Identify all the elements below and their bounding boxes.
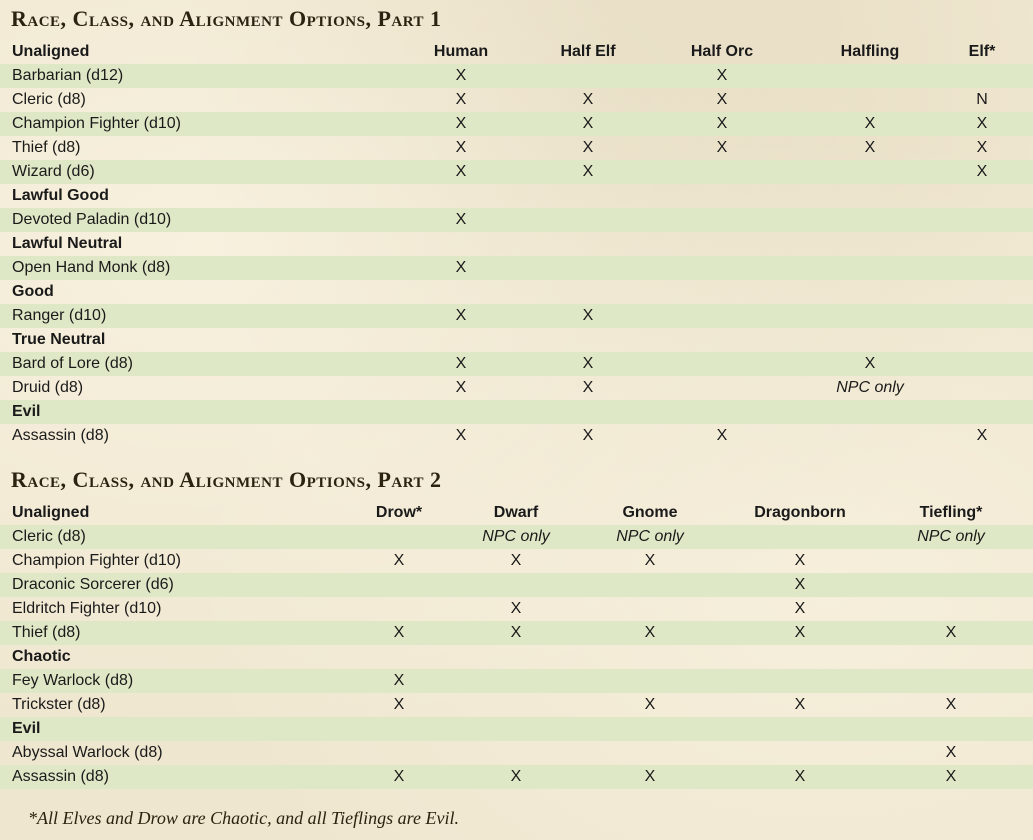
- row-label: Champion Fighter (d10): [12, 115, 181, 132]
- table-row: [0, 669, 1033, 693]
- column-header: Tiefling*: [919, 504, 983, 521]
- table-cell: X: [794, 624, 806, 641]
- table-cell: X: [644, 696, 656, 713]
- group-row: [0, 400, 1033, 424]
- table-cell: X: [945, 744, 957, 761]
- table-row: [0, 352, 1033, 376]
- row-label: Thief (d8): [12, 624, 81, 641]
- table-cell: X: [393, 768, 405, 785]
- table-row: [0, 376, 1033, 400]
- row-label: Open Hand Monk (d8): [12, 259, 171, 276]
- table-cell: X: [510, 600, 522, 617]
- table-cell: X: [582, 355, 594, 372]
- table-cell: X: [582, 115, 594, 132]
- table-cell: X: [794, 576, 806, 593]
- table-cell: X: [510, 624, 522, 641]
- table-row: [0, 693, 1033, 717]
- row-label: Devoted Paladin (d10): [12, 211, 172, 228]
- table-cell: X: [582, 307, 594, 324]
- table-cell: X: [864, 139, 876, 156]
- table-row: [0, 765, 1033, 789]
- table-cell: X: [794, 552, 806, 569]
- table-cell: X: [945, 624, 957, 641]
- table-cell: X: [393, 624, 405, 641]
- column-header: Drow*: [375, 504, 423, 521]
- section-title: Race, Class, and Alignment Options, Part 2: [11, 467, 442, 492]
- row-label: Assassin (d8): [12, 427, 109, 444]
- row-label: Champion Fighter (d10): [12, 552, 181, 569]
- group-row: [0, 184, 1033, 208]
- table-cell: N: [976, 91, 988, 108]
- table-row: [0, 525, 1033, 549]
- table-cell: X: [393, 696, 405, 713]
- group-label: True Neutral: [12, 331, 106, 348]
- table-row: [0, 112, 1033, 136]
- table-cell: X: [455, 139, 467, 156]
- table-cell: X: [455, 379, 467, 396]
- table-cell: X: [716, 67, 728, 84]
- table-row: [0, 160, 1033, 184]
- options-table: [0, 40, 1033, 448]
- table-cell: NPC only: [836, 379, 904, 396]
- footnote: *All Elves and Drow are Chaotic, and all Tieflings are Evil.: [28, 808, 459, 828]
- table-cell: X: [976, 427, 988, 444]
- table-row: [0, 621, 1033, 645]
- group-row: [0, 280, 1033, 304]
- table-row: [0, 741, 1033, 765]
- table-cell: X: [510, 768, 522, 785]
- table-cell: X: [976, 115, 988, 132]
- table-cell: X: [582, 379, 594, 396]
- group-row: [0, 717, 1033, 741]
- table-row: [0, 549, 1033, 573]
- column-header: Gnome: [622, 504, 678, 521]
- table-row: [0, 64, 1033, 88]
- table-cell: X: [716, 427, 728, 444]
- table-cell: X: [455, 259, 467, 276]
- column-header: Dwarf: [493, 504, 539, 521]
- table-cell: X: [455, 211, 467, 228]
- column-header: Half Orc: [690, 43, 754, 60]
- table-cell: X: [644, 552, 656, 569]
- row-label: Druid (d8): [12, 379, 84, 396]
- row-label: Draconic Sorcerer (d6): [12, 576, 174, 593]
- group-row: [0, 328, 1033, 352]
- row-label: Cleric (d8): [12, 528, 86, 545]
- section-title: Race, Class, and Alignment Options, Part 1: [11, 6, 442, 31]
- table-row: [0, 424, 1033, 448]
- column-header: Halfling: [840, 43, 900, 60]
- table-cell: X: [510, 552, 522, 569]
- group-label: Evil: [12, 720, 41, 737]
- table-row: [0, 304, 1033, 328]
- table-cell: X: [716, 91, 728, 108]
- table-cell: X: [455, 91, 467, 108]
- table-header-row: [0, 40, 1033, 64]
- group-label: Lawful Neutral: [12, 235, 123, 252]
- table-cell: X: [716, 115, 728, 132]
- table-cell: X: [644, 624, 656, 641]
- row-label: Ranger (d10): [12, 307, 107, 324]
- group-label: Evil: [12, 403, 41, 420]
- table-cell: X: [794, 600, 806, 617]
- group-header: Unaligned: [12, 504, 90, 521]
- group-row: [0, 232, 1033, 256]
- table-cell: X: [582, 427, 594, 444]
- row-label: Fey Warlock (d8): [12, 672, 134, 689]
- row-label: Abyssal Warlock (d8): [12, 744, 163, 761]
- table-row: [0, 597, 1033, 621]
- table-row: [0, 136, 1033, 160]
- table-cell: X: [455, 427, 467, 444]
- table-cell: X: [945, 768, 957, 785]
- group-header: Unaligned: [12, 43, 90, 60]
- group-label: Good: [12, 283, 54, 300]
- table-cell: X: [794, 768, 806, 785]
- group-row: [0, 645, 1033, 669]
- group-label: Chaotic: [12, 648, 71, 665]
- row-label: Trickster (d8): [12, 696, 106, 713]
- table-cell: X: [864, 355, 876, 372]
- row-label: Wizard (d6): [12, 163, 95, 180]
- table-cell: X: [716, 139, 728, 156]
- column-header: Elf*: [968, 43, 996, 60]
- row-label: Bard of Lore (d8): [12, 355, 133, 372]
- row-label: Eldritch Fighter (d10): [12, 600, 162, 617]
- table-header-row: [0, 501, 1033, 525]
- column-header: Half Elf: [560, 43, 616, 60]
- table-cell: X: [945, 696, 957, 713]
- table-cell: X: [455, 115, 467, 132]
- table-cell: X: [455, 67, 467, 84]
- table-cell: NPC only: [482, 528, 550, 545]
- table-cell: X: [794, 696, 806, 713]
- column-header: Human: [433, 43, 489, 60]
- table-cell: X: [393, 552, 405, 569]
- table-cell: NPC only: [616, 528, 684, 545]
- row-label: Assassin (d8): [12, 768, 109, 785]
- table-cell: X: [644, 768, 656, 785]
- table-row: [0, 208, 1033, 232]
- options-table: [0, 501, 1033, 789]
- row-label: Cleric (d8): [12, 91, 86, 108]
- table-row: [0, 256, 1033, 280]
- table-row: [0, 88, 1033, 112]
- table-cell: X: [393, 672, 405, 689]
- table-cell: X: [864, 115, 876, 132]
- table-cell: X: [976, 163, 988, 180]
- table-cell: X: [455, 163, 467, 180]
- table-cell: X: [455, 355, 467, 372]
- table-cell: NPC only: [917, 528, 985, 545]
- table-row: [0, 573, 1033, 597]
- table-cell: X: [582, 163, 594, 180]
- group-label: Lawful Good: [12, 187, 109, 204]
- column-header: Dragonborn: [754, 504, 846, 521]
- table-cell: X: [582, 91, 594, 108]
- row-label: Barbarian (d12): [12, 67, 124, 84]
- table-cell: X: [455, 307, 467, 324]
- table-cell: X: [976, 139, 988, 156]
- table-cell: X: [582, 139, 594, 156]
- row-label: Thief (d8): [12, 139, 81, 156]
